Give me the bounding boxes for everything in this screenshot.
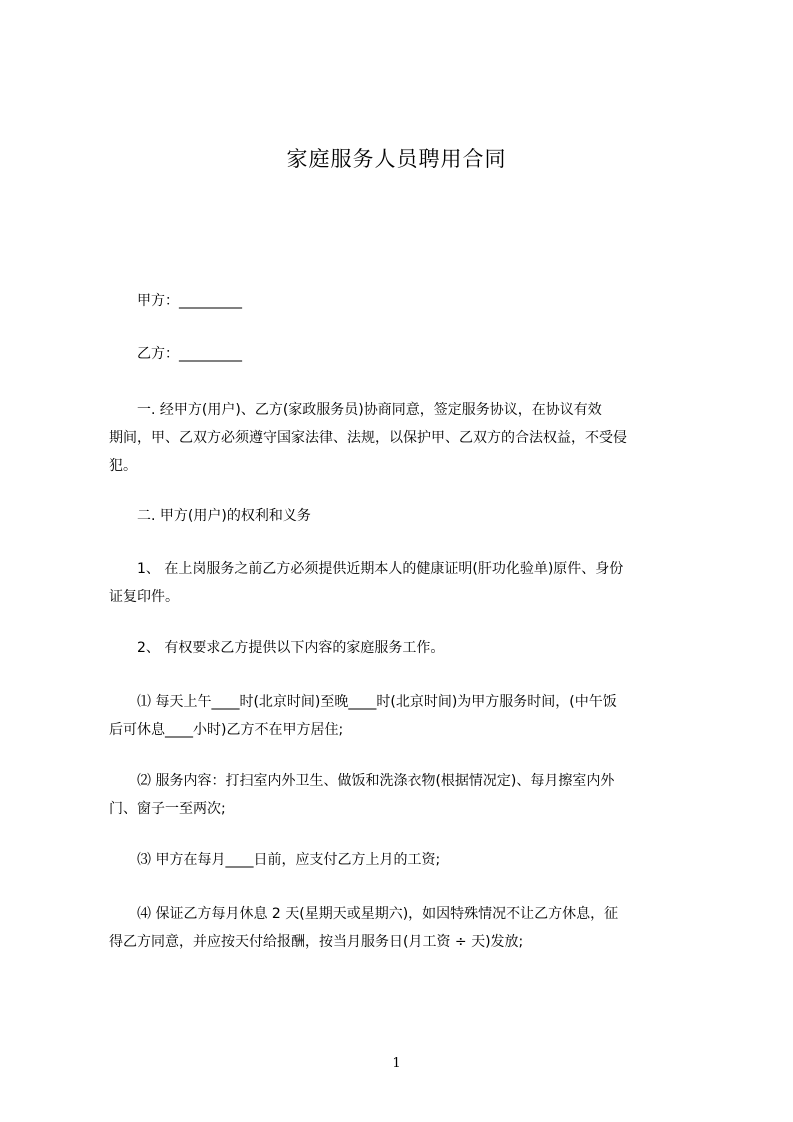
party-a-line: 甲方：_________ xyxy=(137,293,242,309)
party-b-line: 乙方：_________ xyxy=(137,346,242,362)
subitem-2-line-1: ⑵ 服务内容：打扫室内外卫生、做饭和洗涤衣物(根据情况定)、每月擦室内外 xyxy=(137,773,615,789)
item-2-line-1: 2、 有权要求乙方提供以下内容的家庭服务工作。 xyxy=(137,640,445,656)
item-1-line-2: 证复印件。 xyxy=(109,589,179,605)
item-1-line-1: 1、 在上岗服务之前乙方必须提供近期本人的健康证明(肝功化验单)原件、身份 xyxy=(137,561,624,577)
subitem-1-line-1: ⑴ 每天上午____时(北京时间)至晚____时(北京时间)为甲方服务时间，(中午饭 xyxy=(137,694,617,710)
subitem-3-line-1: ⑶ 甲方在每月____日前，应支付乙方上月的工资; xyxy=(137,852,441,868)
section-1-line-3: 犯。 xyxy=(109,458,137,474)
subitem-4-line-1: ⑷ 保证乙方每月休息 2 天(星期天或星期六)，如因特殊情况不让乙方休息，征 xyxy=(137,906,619,922)
section-1-line-1: 一. 经甲方(用户)、乙方(家政服务员)协商同意，签定服务协议，在协议有效 xyxy=(137,402,602,418)
page-number: 1 xyxy=(392,1056,401,1071)
subitem-1-line-2: 后可休息____小时)乙方不在甲方居住; xyxy=(109,722,344,738)
document-title: 家庭服务人员聘用合同 xyxy=(286,147,507,171)
section-2-heading: 二. 甲方(用户)的权利和义务 xyxy=(137,508,311,524)
subitem-2-line-2: 门、窗子一至两次; xyxy=(109,801,226,817)
section-1-line-2: 期间，甲、乙双方必须遵守国家法律、法规，以保护甲、乙双方的合法权益，不受侵 xyxy=(109,430,627,446)
subitem-4-line-2: 得乙方同意，并应按天付给报酬，按当月服务日(月工资 ÷ 天)发放; xyxy=(109,934,524,950)
